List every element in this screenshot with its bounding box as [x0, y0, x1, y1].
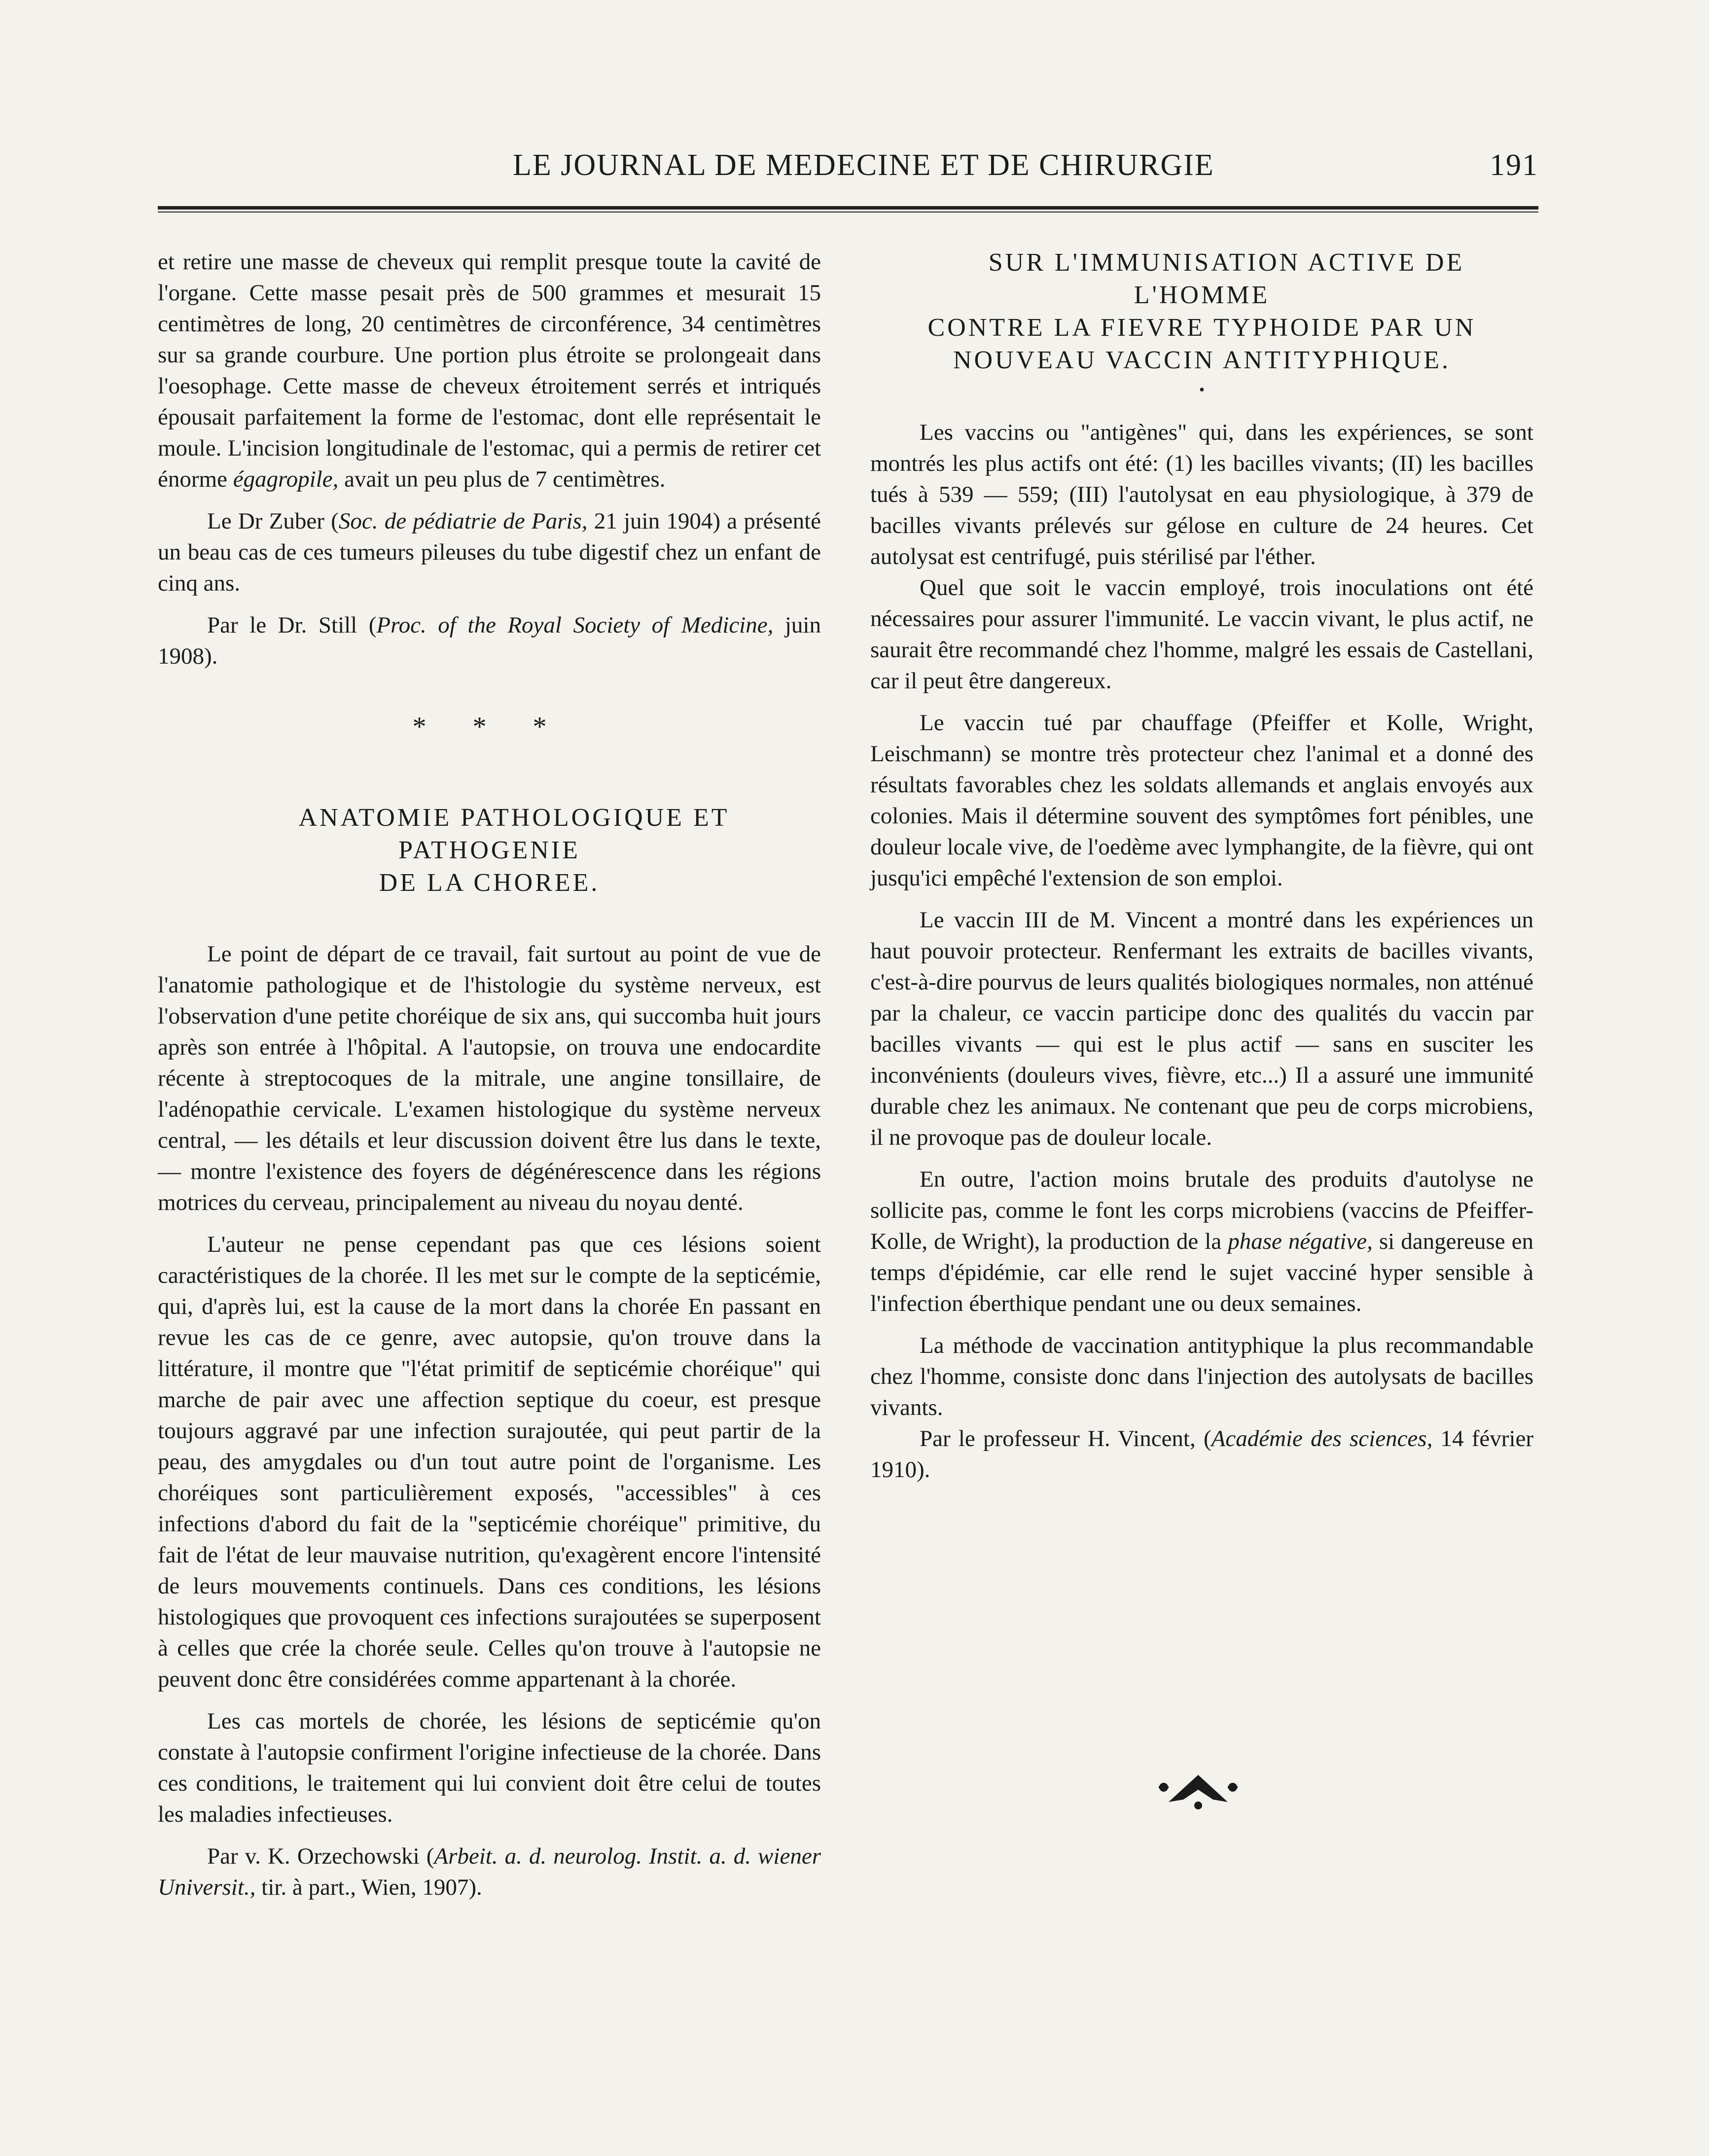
citation-source: Soc. de pédiatrie de Paris, [338, 508, 588, 534]
right-paragraph-6: La méthode de vaccination antityphique la plus recommandable chez l'homme, consiste donc dans l'injection des autolysats de bacilles vivants. [870, 1333, 1533, 1420]
header-rule [158, 206, 1538, 212]
text-run: 21 juin 1904) a présenté un beau cas de ces tumeurs pileuses du tube digestif chez un enfant de cinq ans. [158, 508, 821, 596]
left-paragraph-6: Les cas mortels de chorée, les lésions de septicémie qu'on constate à l'autopsie confirment l'origine infectieuse de la chorée. Dans ces conditions, le traitement qui lui convient doit être celui de toutes les maladies infectieuses. [158, 1708, 821, 1827]
page-number: 191 [1490, 148, 1538, 182]
left-paragraph-4: Le point de départ de ce travail, fait surtout au point de vue de l'anatomie pathologique et de l'histologie du système nerveux, est l'observation d'une petite choréique de six ans, qui succomba huit jours après son entrée à l'hôpital. A l'autopsie, on trouva une endocardite récente à streptocoques de la mitrale, une angine tonsillaire, de l'adénopathie cervicale. L'examen histologique du système nerveux central, — les détails et leur discussion doivent être lus dans le texte, — montre l'existence des foyers de dégénérescence dans les régions motrices du cerveau, principalement au niveau du noyau denté. [158, 941, 821, 1215]
title-ornament-dot: • [1199, 381, 1205, 398]
left-paragraph-1 [158, 247, 821, 495]
right-column [870, 247, 1533, 1485]
text-run: avait un peu plus de 7 centimètres. [338, 466, 666, 492]
text-run: juin 1908). [158, 612, 821, 669]
text-run: si dangereuse en temps d'épidémie, car elle rend le sujet vacciné hyper sensible à l'infection éberthique pendant une ou deux semaines. [870, 1229, 1534, 1316]
left-paragraph-7 [158, 1841, 821, 1903]
text-run: En outre, l'action moins brutale des produits d'autolyse ne sollicite pas, comme le font les corps microbiens (vaccins de Pfeiffer-Kolle, de Wright), la production de la [870, 1166, 1533, 1254]
left-paragraph-2 [158, 506, 821, 599]
running-title: LE JOURNAL DE MEDECINE ET DE CHIRURGIE [513, 148, 1214, 182]
right-paragraph-4: Le vaccin III de M. Vincent a montré dans les expériences un haut pouvoir protecteur. Renfermant les extraits de bacilles vivants, c'est-à-dire pourvus de leurs qualités biologiques normales, non atténué par la chaleur, ce vaccin participe donc des qualités du vaccin par bacilles vivants — qui est le plus actif — sans en susciter les inconvénients (douleurs vives, fièvre, etc...) Il a assuré une immunité durable chez les animaux. Ne contenant que peu de corps microbiens, il ne provoque pas de douleur locale. [870, 907, 1533, 1150]
text-run: et retire une masse de cheveux qui remplit presque toute la cavité de l'organe. Cette masse pesait près de 500 grammes et mesurait 15 centimètres de long, 20 centimètres de circonférence, 34 centimètres sur sa grande courbure. Une portion plus étroite se prolongeait dans l'oesophage. Cette masse de cheveux étroitement serrés et intriqués épousait parfaitement la forme de l'estomac, dont elle représentait le moule. L'incision longitudinale de l'estomac, qui a permis de retirer cet énorme [158, 249, 821, 492]
text-run: Par le Dr. Still ( [207, 612, 377, 638]
text-run: Par v. K. Orzechowski ( [207, 1843, 434, 1869]
text-run: Le Dr Zuber ( [207, 508, 339, 534]
fleuron-icon [1149, 1765, 1247, 1814]
citation-source: Académie des sciences, [1211, 1426, 1433, 1451]
text-run: tir. à part., Wien, 1907). [255, 1874, 482, 1900]
italic-term: égagropile, [233, 466, 339, 492]
title-line: ANATOMIE PATHOLOGIQUE ET PATHOGENIE [298, 804, 730, 864]
right-paragraph-3: Le vaccin tué par chauffage (Pfeiffer et Kolle, Wright, Leischmann) se montre très protecteur chez l'animal et a donné des résultats favorables chez les soldats allemands et anglais envoyés aux colonies. Mais il détermine souvent des symptômes fort pénibles, une douleur locale vive, de l'oedème avec lymphangite, de la fièvre, qui ont jusqu'ici empêché l'extension de son emploi. [870, 710, 1533, 891]
title-line: CONTRE LA FIEVRE TYPHOIDE PAR UN [927, 314, 1476, 342]
italic-term: phase négative, [1228, 1229, 1373, 1254]
text-run: 14 février 1910). [870, 1426, 1534, 1483]
section-separator: * * * [412, 711, 567, 742]
title-line: DE LA CHOREE. [379, 869, 600, 897]
left-paragraph-3 [158, 610, 821, 672]
right-paragraph-1: Les vaccins ou "antigènes" qui, dans les expériences, se sont montrés les plus actifs ont été: (1) les bacilles vivants; (II) les bacilles tués à 539 — 559; (III) l'autolysat en eau physiologique, à 379 de bacilles vivants prélevés sur gélose en culture de 24 heures. Cet autolysat est centrifugé, puis stérilisé par l'éther. [870, 420, 1533, 569]
section-title-typhoid [870, 247, 1533, 377]
left-paragraph-5: L'auteur ne pense cependant pas que ces lésions soient caractéristiques de la chorée. Il les met sur le compte de la septicémie, qui, d'après lui, est la cause de la mort dans la chorée En passant en revue les cas de ce genre, avec autopsie, qu'on trouve dans la littérature, il montre que "l'état primitif de septicémie choréique" qui marche de pair avec une affection septique du coeur, est presque toujours aggravé par une infection surajoutée, qui peut partir de la peau, des amygdales ou d'un tout autre point de l'organisme. Les choréiques sont particulièrement exposés, "accessibles" à ces infections d'abord du fait de la "septicémie choréique" primitive, du fait de l'état de leur mauvaise nutrition, qu'exagèrent encore l'intensité de leurs mouvements continuels. Dans ces conditions, les lésions histologiques que provoquent ces infections surajoutées se superposent à celles que crée la chorée seule. Celles qu'on trouve à l'autopsie ne peuvent donc être considérées comme appartenant à la chorée. [158, 1232, 821, 1692]
title-line: SUR L'IMMUNISATION ACTIVE DE L'HOMME [988, 248, 1465, 309]
title-line: NOUVEAU VACCIN ANTITYPHIQUE. [953, 346, 1451, 374]
page-header [158, 148, 1538, 202]
right-paragraph-5 [870, 1164, 1533, 1319]
section-title-chorea [158, 802, 821, 899]
text-run: Par le professeur H. Vincent, ( [920, 1426, 1211, 1451]
right-paragraph-2: Quel que soit le vaccin employé, trois inoculations ont été nécessaires pour assurer l'immunité. Le vaccin vivant, le plus actif, ne saurait être recommandé chez l'homme, malgré les essais de Castellani, car il peut être dangereux. [870, 575, 1533, 694]
right-paragraph-7 [870, 1423, 1533, 1485]
left-column [158, 247, 821, 1903]
citation-source: Arbeit. a. d. neurolog. Instit. a. d. wiener Universit., [158, 1843, 821, 1900]
citation-source: Proc. of the Royal Society of Medicine, [376, 612, 774, 638]
